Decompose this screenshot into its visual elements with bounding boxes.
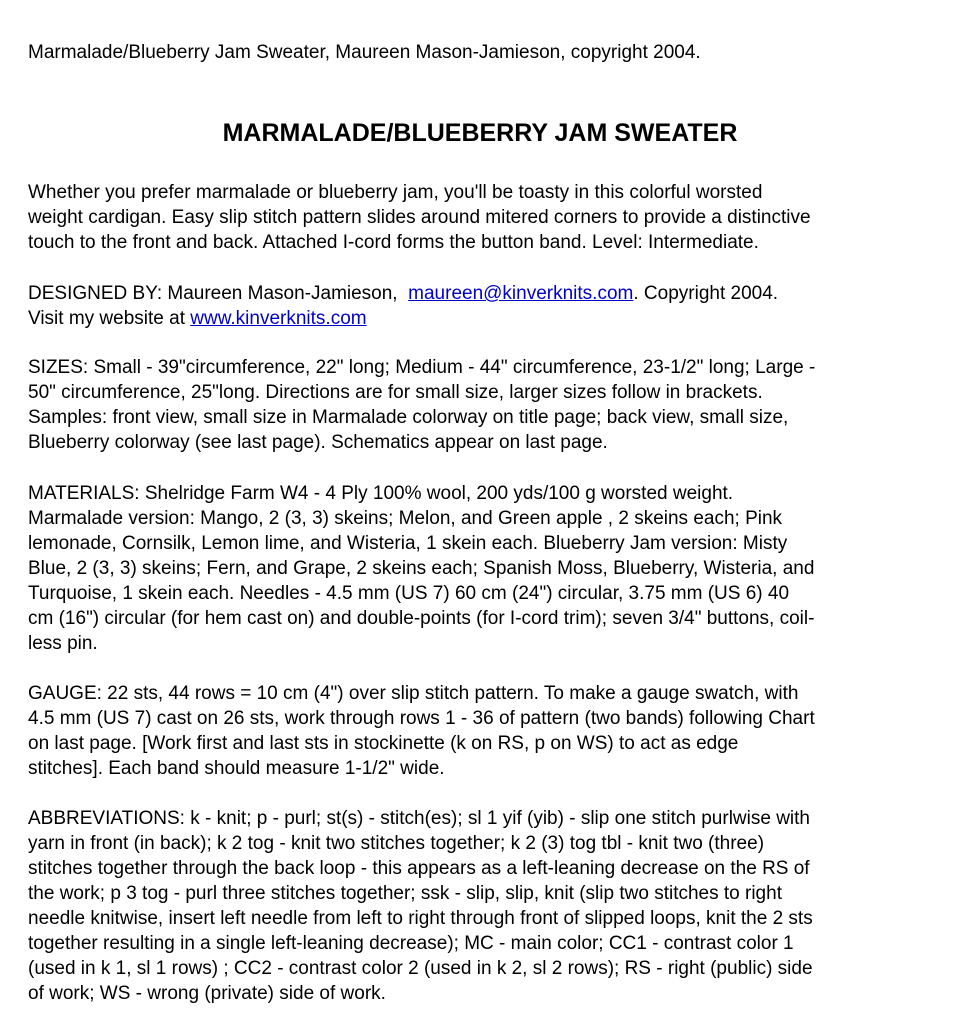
abbreviations-line: ABBREVIATIONS: k - knit; p - purl; st(s) - stitch(es); sl 1 yif (yib) - slip one stitch purlwise with bbox=[28, 808, 810, 829]
sizes-paragraph bbox=[28, 355, 938, 455]
materials-line: cm (16") circular (for hem cast on) and double-points (for I-cord trim); seven 3/4" buttons, coil- bbox=[28, 608, 815, 629]
page-title: MARMALADE/BLUEBERRY JAM SWEATER bbox=[222, 119, 738, 147]
designer-prefix: DESIGNED BY: Maureen Mason-Jamieson, bbox=[28, 283, 409, 304]
abbreviations-line: together resulting in a single left-leaning decrease); MC - main color; CC1 - contrast color 1 bbox=[28, 933, 794, 954]
designer-line bbox=[28, 281, 938, 306]
abbreviations-line: of work; WS - wrong (private) side of work. bbox=[28, 983, 386, 1004]
gauge-line: stitches]. Each band should measure 1-1/2" wide. bbox=[28, 758, 445, 779]
gauge-paragraph bbox=[28, 681, 938, 781]
intro-line: Whether you prefer marmalade or blueberry jam, you'll be toasty in this colorful worsted bbox=[28, 182, 763, 203]
gauge-line: GAUGE: 22 sts, 44 rows = 10 cm (4") over slip stitch pattern. To make a gauge swatch, with bbox=[28, 683, 799, 704]
materials-line: lemonade, Cornsilk, Lemon lime, and Wisteria, 1 skein each. Blueberry Jam version: Misty bbox=[28, 533, 788, 554]
intro-paragraph bbox=[28, 180, 938, 255]
abbreviations-line: needle knitwise, insert left needle from left to right through front of slipped loops, knit the 2 sts bbox=[28, 908, 813, 929]
website-link[interactable]: www.kinverknits.com bbox=[190, 308, 367, 329]
abbreviations-line: stitches together through the back loop - this appears as a left-leaning decrease on the RS of bbox=[28, 858, 810, 879]
intro-line: weight cardigan. Easy slip stitch pattern slides around mitered corners to provide a distinctive bbox=[28, 207, 811, 228]
abbreviations-line: (used in k 1, sl 1 rows) ; CC2 - contrast color 2 (used in k 2, sl 2 rows); RS - right (public) side bbox=[28, 958, 813, 979]
materials-line: Turquoise, 1 skein each. Needles - 4.5 mm (US 7) 60 cm (24") circular, 3.75 mm (US 6) 40 bbox=[28, 583, 790, 604]
abbreviations-paragraph bbox=[28, 806, 938, 1006]
document-header: Marmalade/Blueberry Jam Sweater, Maureen Mason-Jamieson, copyright 2004. bbox=[28, 42, 701, 63]
designer-suffix: . Copyright 2004. bbox=[633, 283, 779, 304]
website-line bbox=[28, 306, 938, 331]
abbreviations-line: yarn in front (in back); k 2 tog - knit two stitches together; k 2 (3) tog tbl - knit two (three) bbox=[28, 833, 765, 854]
gauge-line: on last page. [Work first and last sts in stockinette (k on RS, p on WS) to act as edge bbox=[28, 733, 739, 754]
sizes-line: Samples: front view, small size in Marmalade colorway on title page; back view, small size, bbox=[28, 407, 789, 428]
email-link[interactable]: maureen@kinverknits.com bbox=[408, 283, 634, 304]
gauge-line: 4.5 mm (US 7) cast on 26 sts, work through rows 1 - 36 of pattern (two bands) following Chart bbox=[28, 708, 815, 729]
intro-line: touch to the front and back. Attached I-cord forms the button band. Level: Intermediate. bbox=[28, 232, 759, 253]
designer-paragraph bbox=[28, 281, 938, 331]
materials-line: less pin. bbox=[28, 633, 98, 654]
materials-line: Marmalade version: Mango, 2 (3, 3) skeins; Melon, and Green apple , 2 skeins each; Pink bbox=[28, 508, 783, 529]
sizes-line: Blueberry colorway (see last page). Schematics appear on last page. bbox=[28, 432, 608, 453]
sizes-line: 50" circumference, 25"long. Directions are for small size, larger sizes follow in brackets. bbox=[28, 382, 763, 403]
materials-line: MATERIALS: Shelridge Farm W4 - 4 Ply 100% wool, 200 yds/100 g worsted weight. bbox=[28, 483, 734, 504]
abbreviations-line: the work; p 3 tog - purl three stitches together; ssk - slip, slip, knit (slip two stitches to right bbox=[28, 883, 782, 904]
website-prefix: Visit my website at bbox=[28, 308, 191, 329]
sizes-line: SIZES: Small - 39"circumference, 22" long; Medium - 44" circumference, 23-1/2" long; Large - bbox=[28, 357, 816, 378]
materials-line: Blue, 2 (3, 3) skeins; Fern, and Grape, 2 skeins each; Spanish Moss, Blueberry, Wisteria, and bbox=[28, 558, 815, 579]
materials-paragraph bbox=[28, 481, 938, 656]
